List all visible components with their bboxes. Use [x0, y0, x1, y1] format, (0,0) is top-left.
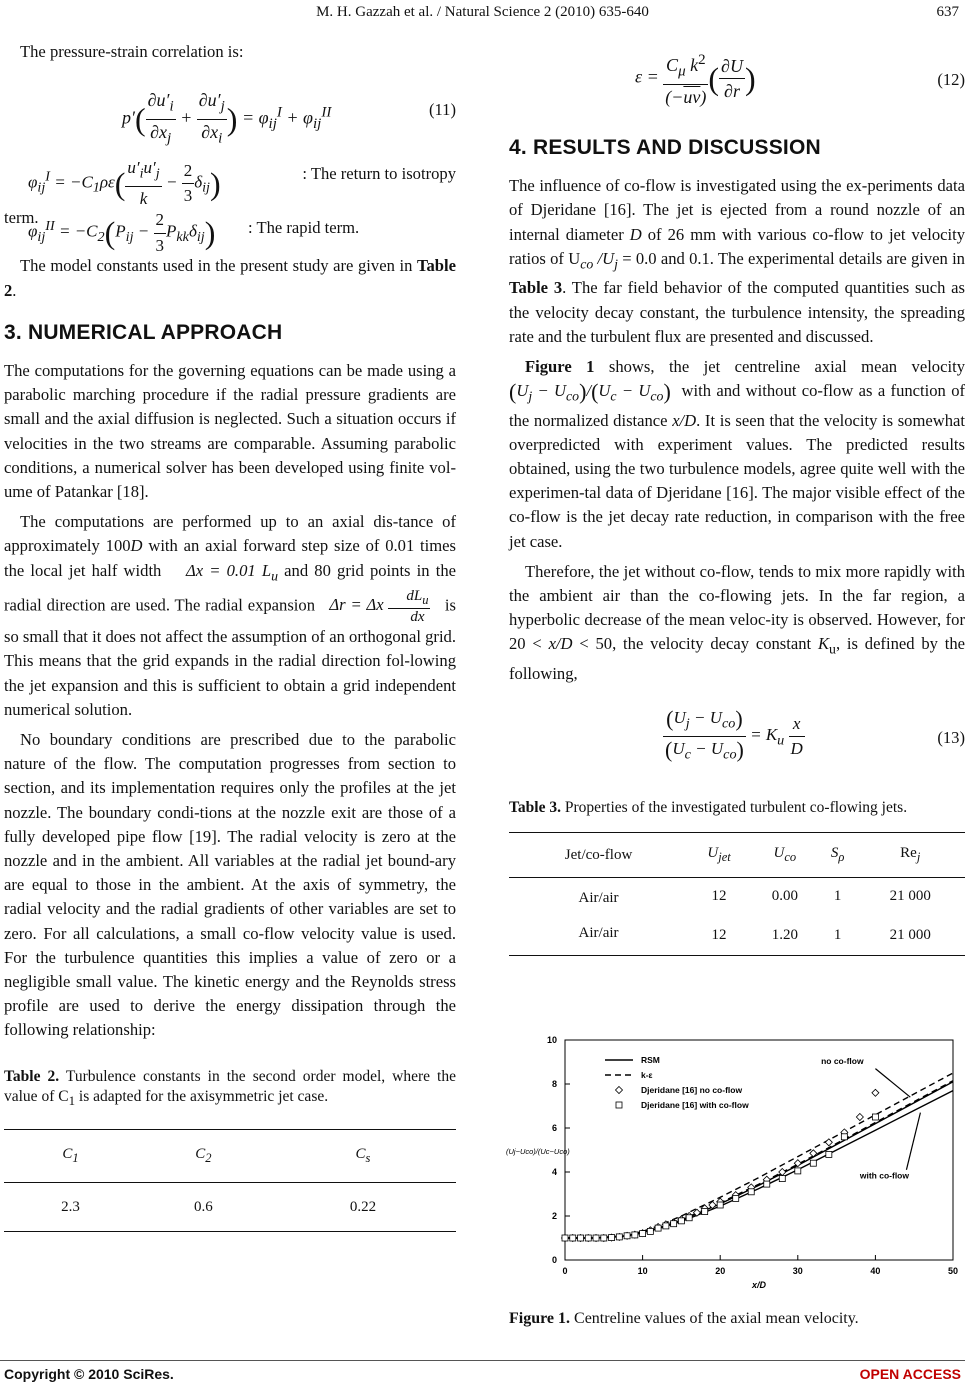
equation-13: $\frac{(U_j - U_{co})}{(U_c - U_{co})}$ = $K_u$ $\frac{x}{D}$ (13) [665, 706, 965, 763]
res1-text-c: of 26 mm with various co-flow to jet velocity ratios of U [509, 224, 965, 268]
equation-number: (13) [937, 728, 965, 748]
table2-caption [4, 1067, 456, 1111]
data-point [826, 1151, 832, 1157]
data-point [624, 1233, 630, 1239]
paragraph-figure1: Figure 1 shows, the jet centreline axial mean velocity $(U_j - U_{co})/(U_c - U_{co})$ with and without co-flow as a function of the normalized distance x/D. It is seen that the velocity is somewhat overpredicted with experiment values. The predicted results obtained, using the two turbulence models, agree quite well with the experimen-tal data of Djeridane [16]. The major visible effect of the co-flow is the jet decay rate reduction, in comparison with the free jet case. [509, 356, 965, 551]
table2-caption-end: is adapted for the axisymmetric jet case. [75, 1087, 329, 1105]
data-point [655, 1225, 661, 1231]
x-axis-label: x/D [751, 1280, 767, 1290]
x-tick-label: 0 [562, 1266, 568, 1276]
table3-cell: Air/air [578, 890, 619, 907]
table3-header-re: $Re_j$ [900, 845, 921, 865]
footer-rule [0, 1360, 965, 1361]
chart-svg [500, 1030, 965, 1298]
running-title: M. H. Gazzah et al. / Natural Science 2 (2010) 635-640 [316, 4, 649, 20]
num2-text-a: The computations are performed up to an axial dis-tance of approximately 100 [4, 512, 456, 556]
data-point [570, 1235, 576, 1241]
y-tick-label: 2 [551, 1211, 557, 1221]
y-tick-label: 4 [551, 1167, 557, 1177]
table-2 [4, 1129, 456, 1232]
table2-header-cs: $C_s$ [355, 1145, 371, 1165]
legend-label: RSM [641, 1055, 660, 1065]
legend-label: Djeridane [16] with co-flow [641, 1100, 749, 1110]
constants-period: . [12, 280, 17, 300]
table2-caption-sub: 1 [68, 1092, 76, 1108]
equation-rapid-term: $\varphi_{ij}^{II} = -C_2(P_{ij}$ − $\frac{2}{3}$ $P_{kk}\delta_{ij}$) : The rapid term. [28, 210, 360, 255]
x-tick-label: 50 [947, 1266, 959, 1276]
figure1-caption-text: Centreline values of the axial mean velocity. [570, 1310, 859, 1327]
paragraph-numerical-2: The computations are performed up to an axial dis-tance of approximately 100D with an axial forward step size of 0.01 times the local jet half width Δx = 0.01 $L_u$ and 80 grid points in the radial direction are used. The radial expansion Δr = Δx $\frac{dL_u}{dx}$ is so small that it does not affect the assumption of an orthogonal grid. This means that the grid expands in the radial direction fol-lowing the jet expansion and this is sufficient to obtain a grid independent numerical solution. [4, 512, 457, 719]
table3-cell: Air/air [578, 924, 619, 941]
table2-cell: 0.22 [349, 1198, 377, 1215]
page-header [0, 2, 965, 26]
num2-text-e: is so small that it does not affect the assumption of an orthogonal grid. This means that the grid expands in the radial direction fol-lowing the jet expansion and this is sufficient to obtain a grid independent numerical solution. [4, 595, 456, 719]
table3-header-jet: Jet/co-flow [564, 847, 633, 864]
table3-cell: 1.20 [771, 926, 798, 943]
x-tick-label: 10 [637, 1266, 648, 1276]
annotation-arrow [875, 1069, 910, 1098]
legend-marker [616, 1087, 623, 1094]
table3-cell: 21 000 [889, 888, 931, 905]
data-point [585, 1235, 591, 1241]
constants-text: The model constants used in the present study are given in [20, 256, 417, 276]
data-point [686, 1215, 692, 1221]
figure1-ref: Figure 1 [525, 356, 595, 376]
legend-marker [616, 1102, 622, 1108]
series-line [565, 1073, 953, 1238]
equation-12: ε = $\frac{C_\mu k^2}{(-\overline{uv})}$ ( $\frac{\partial U}{\partial r}$ ) (12) [509, 40, 965, 116]
table3-label: Table 3. [509, 799, 561, 817]
fig1-text-c: with and without co-flow as a function of the normalized distance [509, 381, 965, 430]
table3-cell: 12 [711, 926, 727, 943]
equation-number: (11) [428, 100, 456, 120]
num2-d: D [130, 536, 143, 556]
figure1-caption [509, 1310, 859, 1328]
table2-label: Table 2. [4, 1067, 60, 1085]
x-tick-label: 40 [870, 1266, 881, 1276]
num2-text-d: and 80 grid points in the radial direction are used. The radial expansion [4, 560, 457, 615]
data-point [609, 1235, 615, 1241]
table2-ref: Table 2 [4, 256, 456, 300]
num2-text-c: with an axial forward step size of 0.01 times the local jet half width [4, 536, 457, 580]
annotation-no-coflow: no co-flow [821, 1056, 864, 1067]
y-tick-label: 10 [546, 1035, 557, 1045]
open-access-label: OPEN ACCESS [859, 1366, 961, 1382]
data-point [647, 1228, 653, 1234]
data-point [616, 1234, 622, 1240]
data-point [632, 1232, 638, 1238]
table3-caption [509, 798, 965, 818]
res1-text-d: = 0.0 and 0.1. The experimental details are given in [617, 248, 965, 268]
data-point [717, 1202, 723, 1208]
table3-cell: 0.00 [771, 888, 798, 905]
table2-cell: 2.3 [61, 1198, 80, 1215]
annotation-with-coflow: with co-flow [859, 1170, 909, 1181]
table-row [509, 878, 965, 915]
x-tick-label: 30 [792, 1266, 803, 1276]
term-word: term. [4, 208, 39, 228]
return-isotropy-label: : The return to isotropy [302, 164, 456, 184]
res1-d: D [629, 224, 642, 244]
fig1-xd: x/D [672, 410, 697, 430]
y-tick-label: 0 [551, 1255, 557, 1265]
table3-cell: 1 [833, 888, 842, 905]
legend-label: k-ε [641, 1070, 653, 1080]
data-point [779, 1176, 785, 1182]
annotation-arrow [906, 1113, 920, 1170]
data-point [841, 1134, 847, 1140]
page-number: 637 [936, 4, 959, 20]
data-point [872, 1089, 879, 1096]
data-point [872, 1114, 878, 1120]
section-heading-numerical: 3. NUMERICAL APPROACH [4, 320, 283, 344]
copyright: Copyright © 2010 SciRes. [4, 1366, 174, 1382]
data-point [640, 1231, 646, 1237]
table3-header-ujet: $U_{jet}$ [707, 845, 731, 865]
paragraph-numerical-3: No boundary conditions are prescribed due to the parabolic nature of the flow. The computation progresses from section to section, and its implementation requires only the profiles at the jet nozzle. The boundary condi-tions at the nozzle exit are those of a fully developed pipe flow [19]. The radial velocity is zero at the nozzle and in the ambient. All variables at the radial jet bound-ary are equal to those in the ambient. At the axis of symmetry, the radial velocity and the radial gradients of other variables are set to zero. For all calculations, a small co-flow velocity value is used. For the turbulence quantities this implies a value of zero or a negligible small value. The kinetic energy and the Reynolds stress profile are used to derive the energy dissipation through the following relationship: [4, 729, 456, 1040]
data-point [795, 1168, 801, 1174]
data-point [562, 1235, 568, 1241]
data-point [733, 1195, 739, 1201]
y-axis-label: (Uj−Uco)/(Uc−Uco) [506, 1147, 570, 1156]
paragraph-numerical-1: The computations for the governing equations can be made using a parabolic marching procedure if the radial pressure gradients are small and the axial diffusion is neglected. Such a situation occurs if velocities in the two streams are comparable. Assuming parabolic conditions, a numerical solver has been developed using finite vol-ume of Patankar [18]. [4, 361, 456, 502]
data-point [825, 1139, 832, 1146]
data-point [764, 1181, 770, 1187]
plot-frame [565, 1040, 953, 1260]
table-row [509, 915, 965, 956]
table2-cell: 0.6 [194, 1198, 213, 1215]
fig1-text-e: . It is seen that the velocity is somewhat overpredicted with experiment values. The predicted results obtained, using the two turbulence models, agree quite well with the experimen-tal data of Djeridane [16]. The major visible effect of the co-flow is the jet decay rate reduction, in comparison with the free jet case. [509, 410, 965, 551]
data-point [810, 1160, 816, 1166]
table3-caption-text: Properties of the investigated turbulent co-flowing jets. [560, 799, 908, 817]
data-point [678, 1218, 684, 1224]
left-column [4, 40, 456, 1232]
table-row [4, 1182, 456, 1231]
rapid-term-label: : The rapid term. [248, 218, 360, 238]
data-point [671, 1221, 677, 1227]
figure1-label: Figure 1. [509, 1310, 571, 1327]
equation-11: p′( $\frac{\partial u'_i}{\partial x_j}$ + $\frac{\partial u'_j}{\partial x_i}$ ) = $\varphi_{ij}^I + \varphi_{ij}^{II}$ (11) [122, 90, 456, 147]
table2-header-c1: $C_1$ [62, 1145, 79, 1165]
fig1-text-b: shows, the jet centreline axial mean velocity [594, 356, 965, 376]
table3-ref: Table 3 [509, 278, 563, 298]
res1-text-f: . The far field behavior of the computed quantities such as the velocity decay constant, the turbulence intensity, the spreading rate and the turbulent flux are presented and discussed. [509, 278, 965, 346]
y-tick-label: 6 [551, 1123, 557, 1133]
data-point [748, 1189, 754, 1195]
table3-cell: 1 [833, 926, 842, 943]
table3-cell: 21 000 [889, 926, 931, 943]
right-column [509, 40, 965, 956]
table2-header-c2: $C_2$ [195, 1145, 212, 1165]
data-point [601, 1235, 607, 1241]
equation-number: (12) [937, 70, 965, 89]
data-point [702, 1209, 708, 1215]
paragraph-results-3 [509, 560, 965, 686]
equation-return-isotropy: $\varphi_{ij}^I = -C_1\rho\varepsilon$( $\frac{u'_iu'_j}{k}$ − $\frac{2}{3}$ $\delta_{ij}$) : The return to isotropy [28, 158, 456, 208]
legend-label: Djeridane [16] no co-flow [641, 1085, 743, 1095]
res3-xd: x/D [548, 634, 573, 654]
table-3 [509, 832, 965, 956]
data-point [593, 1235, 599, 1241]
data-point [856, 1114, 863, 1121]
table3-cell: 12 [711, 888, 727, 905]
paragraph-pressure-strain: The pressure-strain correlation is: [20, 42, 244, 61]
res1-text-a: The influence of co-flow is investigated using the ex-periments data of Djeridane [16]. The jet is ejected from a round nozzle of an internal diameter [509, 176, 965, 244]
res3-text-c: < 50, the velocity decay constant [572, 634, 818, 654]
res3-k-sub: u [829, 641, 836, 657]
data-point [663, 1223, 669, 1229]
table2-caption-text: Turbulence constants in the second order model, where the value of C [4, 1067, 456, 1105]
table3-header-uco: $U_{co}$ [773, 845, 797, 865]
res3-k: K [817, 634, 830, 654]
series-line [565, 1082, 953, 1238]
figure-1-chart [500, 1030, 965, 1298]
res3-text-f: , is defined by the following, [509, 634, 965, 683]
table3-header-s: $S_\rho$ [830, 845, 845, 865]
y-tick-label: 8 [551, 1079, 557, 1089]
data-point [578, 1235, 584, 1241]
res3-text-a: Therefore, the jet without co-flow, tends to mix more rapidly with the ambient air than the co-flowing jets. In the far region, a hyperbolic decrease of the mean veloc-ity is observed. However, for 20 < [509, 561, 965, 654]
paragraph-constants [4, 254, 456, 302]
section-heading-results: 4. RESULTS AND DISCUSSION [509, 136, 821, 159]
x-tick-label: 20 [715, 1266, 726, 1276]
paragraph-results-1: The influence of co-flow is investigated using the ex-periments data of Djeridane [16]. The jet is ejected from a round nozzle of an internal diameter D of 26 mm with various co-flow to jet velocity ratios of $U_{co}$ $/U_j = 0.0$ and 0.1. The experimental details are given in Table 3. The far field behavior of the computed quantities such as the velocity decay constant, the turbulence intensity, the spreading rate and the turbulent flux are presented and discussed. [509, 176, 965, 346]
